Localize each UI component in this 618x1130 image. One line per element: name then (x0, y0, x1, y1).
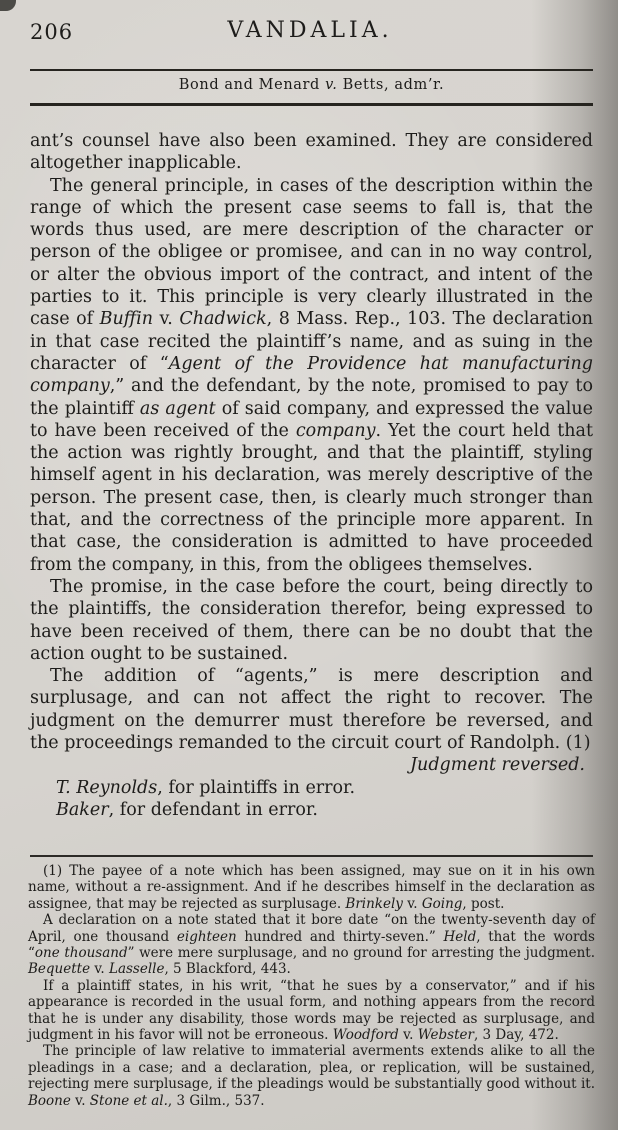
attorney-line-defendant: Baker, for defendant in error. (56, 799, 318, 820)
footnote: The principle of law relative to immaterial averments extends alike to all the pleadings in a case; and a declaration, plea, or replication, will be sustained, rejecting mere surplusage, if the pleadings would be substantially good without it. Boone v. Stone et al., 3 Gilm., 537. (28, 1043, 595, 1109)
body-paragraph: The addition of “agents,” is mere description and surplusage, and can not affect the right to recover. The judgment on the demurrer must therefore be reversed, and the proceedings remanded to the circuit court of Randolph. (1) (30, 666, 593, 754)
header-rule-top (30, 69, 593, 71)
footnote: (1) The payee of a note which has been assigned, may sue on it in his own name, without a re-assignment. And if he describes himself in the declaration as assignee, that may be rejected as surplusage. Brinkely v. Going, post. (28, 863, 595, 912)
footnote: If a plaintiff states, in his writ, “that he sues by a conservator,” and if his appearance is recorded in the usual form, and nothing appears from the record that he is under any disability, those words may be rejected as surplusage, and judgment in his favor will not be erroneous. Woodford v. Webster, 3 Day, 472. (28, 977, 595, 1044)
body-paragraph: ant’s counsel have also been examined. They are considered altogether inapplicable. (30, 131, 593, 174)
footnotes-block (28, 863, 595, 1109)
page-header (30, 18, 590, 48)
footnote-separator-rule (30, 855, 593, 857)
footnote: A declaration on a note stated that it bore date “on the twenty-seventh day of April, one thousand eighteen hundred and thirty-seven.” Held, that the words “one thousand” were mere surplusage, and no ground for arresting the judgment. Bequette v. Lasselle, 5 Blackford, 443. (28, 912, 595, 978)
body-paragraph: The promise, in the case before the court, being directly to the plaintiffs, the consideration therefor, being expressed to have been received of them, there can be no doubt that the action ought to be sustained. (30, 576, 593, 664)
page-number: 206 (30, 20, 74, 44)
running-title: VANDALIA. (227, 18, 393, 43)
attorney-line-plaintiffs: T. Reynolds, for plaintiffs in error. (56, 777, 356, 798)
scan-corner-artifact (0, 0, 16, 11)
opinion-body (30, 130, 593, 821)
header-rule-bottom (30, 103, 593, 106)
judgment-result-line: Judgment reversed. (410, 755, 585, 776)
body-paragraph: The general principle, in cases of the description within the range of which the present case seems to fall is, that the words thus used, are mere description of the character or person of the obligee or promisee, and can in no way control, or alter the obvious import of the contract, and intent of the parties to it. This principle is very clearly illustrated in the case of Buffin v. Chadwick, 8 Mass. Rep., 103. The declaration in that case recited the plaintiff’s name, and as suing in the character of “Agent of the Providence hat manufacturing company,” and the defendant, by the note, promised to pay to the plaintiff as agent of said company, and expressed the value to have been received of the company. Yet the court held that the action was rightly brought, and that the plaintiff, styling himself agent in his declaration, was merely descriptive of the person. The present case, then, is clearly much stronger than that, and the correctness of the principle more apparent. In that case, the consideration is admitted to have proceeded from the company, in this, from the obligees themselves. (30, 175, 594, 575)
case-caption: Bond and Menard v. Betts, adm’r. (178, 77, 445, 93)
